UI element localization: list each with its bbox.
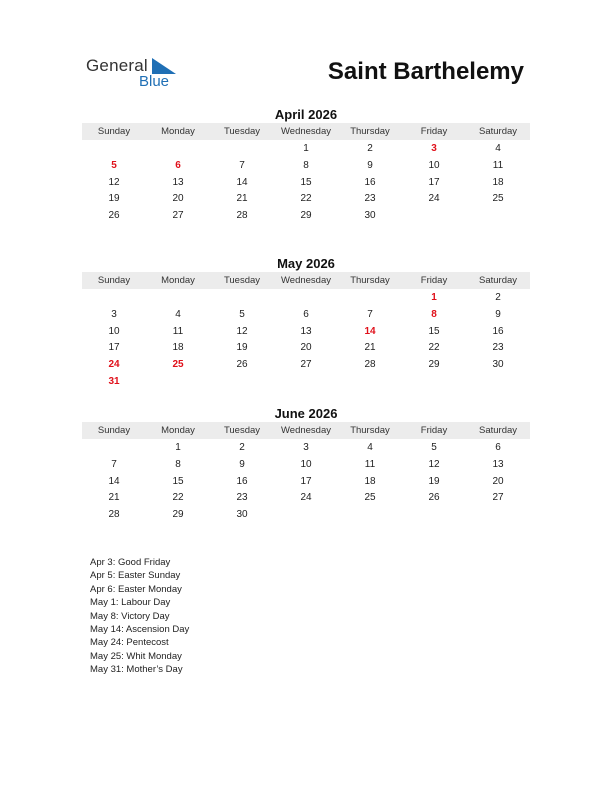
empty-day-cell (338, 290, 402, 307)
logo (86, 56, 186, 92)
day-cell: 6 (303, 308, 309, 320)
day-grid (82, 141, 530, 225)
day-cell: 20 (492, 475, 504, 487)
weekday-label: Wednesday (281, 126, 331, 137)
day-cell: 12 (108, 176, 120, 188)
month-title: May 2026 (277, 256, 335, 271)
weekday-header (82, 272, 530, 289)
day-cell: 29 (428, 359, 440, 371)
empty-day-cell (466, 507, 530, 524)
day-cell: 16 (364, 176, 376, 188)
day-cell: 21 (108, 492, 120, 504)
day-cell: 16 (492, 325, 504, 337)
day-cell: 17 (108, 342, 120, 354)
empty-day-cell (402, 208, 466, 225)
day-cell: 24 (428, 193, 440, 205)
logo-text-general: General (86, 56, 148, 75)
day-cell: 15 (428, 325, 440, 337)
holiday-list-item: May 24: Pentecost (90, 637, 169, 649)
day-cell: 10 (300, 458, 312, 470)
weekday-label: Wednesday (281, 275, 331, 286)
day-cell: 27 (172, 210, 184, 222)
day-cell: 1 (175, 442, 181, 453)
month-title: June 2026 (274, 406, 338, 421)
holiday-day-cell: 3 (431, 143, 437, 154)
empty-day-cell (402, 507, 466, 524)
day-cell: 1 (303, 143, 309, 154)
holiday-list-item: May 1: Labour Day (90, 597, 171, 609)
day-cell: 4 (367, 442, 373, 453)
holiday-day-cell: 25 (172, 359, 184, 371)
day-cell: 20 (172, 193, 184, 205)
holiday-day-cell: 6 (175, 159, 181, 171)
day-cell: 10 (428, 159, 440, 171)
day-cell: 28 (236, 210, 248, 222)
holiday-day-cell: 5 (111, 159, 117, 171)
holiday-list-item: May 25: Whit Monday (90, 650, 182, 662)
day-cell: 23 (492, 342, 504, 354)
weekday-label: Thursday (350, 425, 390, 436)
month-may (82, 255, 530, 391)
day-cell: 4 (175, 308, 181, 320)
day-cell: 20 (300, 342, 312, 354)
holiday-day-cell: 1 (431, 292, 437, 303)
day-cell: 2 (495, 292, 501, 303)
day-cell: 10 (108, 325, 120, 337)
day-cell: 9 (367, 159, 373, 171)
empty-day-cell (82, 141, 146, 158)
empty-day-cell (146, 141, 210, 158)
empty-day-cell (466, 374, 530, 391)
day-cell: 2 (239, 442, 245, 453)
month-april (82, 106, 530, 225)
day-cell: 25 (364, 492, 376, 504)
day-cell: 13 (172, 176, 184, 188)
day-cell: 17 (300, 475, 312, 487)
day-cell: 5 (431, 442, 437, 453)
empty-day-cell (338, 374, 402, 391)
empty-day-cell (466, 208, 530, 225)
day-cell: 18 (172, 342, 184, 354)
day-cell: 11 (364, 458, 376, 470)
holiday-list-item: May 14: Ascension Day (90, 624, 190, 636)
day-cell: 16 (236, 475, 248, 487)
holiday-list (90, 556, 189, 677)
weekday-header (82, 422, 530, 439)
day-cell: 18 (364, 475, 376, 487)
weekday-label: Saturday (478, 126, 518, 137)
day-cell: 21 (236, 193, 248, 205)
day-cell: 11 (492, 159, 504, 171)
day-cell: 23 (236, 492, 248, 504)
weekday-label: Monday (161, 126, 195, 137)
empty-day-cell (274, 290, 338, 307)
day-cell: 19 (428, 475, 440, 487)
day-cell: 3 (111, 308, 117, 320)
day-cell: 19 (236, 342, 248, 354)
day-cell: 22 (300, 193, 312, 205)
day-cell: 24 (300, 492, 312, 504)
day-cell: 23 (364, 193, 376, 205)
day-cell: 5 (239, 308, 245, 320)
weekday-header (82, 123, 530, 140)
empty-day-cell (210, 141, 274, 158)
weekday-label: Tuesday (223, 275, 261, 286)
weekday-label: Friday (420, 275, 448, 286)
day-cell: 6 (495, 442, 501, 453)
day-grid (82, 290, 530, 391)
holiday-list-item: Apr 6: Easter Monday (90, 583, 182, 595)
weekday-label: Sunday (97, 275, 131, 286)
holiday-day-cell: 31 (108, 375, 120, 387)
weekday-label: Friday (420, 425, 448, 436)
weekday-label: Tuesday (223, 126, 261, 137)
day-cell: 26 (428, 492, 440, 504)
day-cell: 11 (172, 325, 184, 337)
day-cell: 3 (303, 442, 309, 453)
logo-triangle-icon (152, 58, 176, 74)
day-cell: 4 (495, 143, 501, 154)
weekday-label: Monday (161, 425, 195, 436)
day-cell: 9 (239, 458, 245, 470)
holiday-list-item: Apr 3: Good Friday (90, 557, 171, 568)
empty-day-cell (274, 374, 338, 391)
weekday-label: Wednesday (281, 425, 331, 436)
day-cell: 28 (108, 509, 120, 521)
weekday-label: Thursday (350, 275, 390, 286)
day-cell: 18 (492, 176, 504, 188)
empty-day-cell (82, 440, 146, 457)
day-cell: 8 (175, 458, 181, 470)
day-cell: 19 (108, 193, 120, 205)
day-cell: 26 (108, 210, 120, 222)
day-cell: 21 (364, 342, 376, 354)
day-cell: 22 (428, 342, 440, 354)
weekday-label: Thursday (350, 126, 390, 137)
day-cell: 7 (367, 308, 373, 320)
day-cell: 12 (428, 458, 440, 470)
day-cell: 25 (492, 193, 504, 205)
empty-day-cell (402, 374, 466, 391)
empty-day-cell (338, 507, 402, 524)
day-cell: 30 (364, 210, 376, 222)
month-title: April 2026 (274, 107, 338, 122)
day-cell: 13 (492, 458, 504, 470)
day-cell: 14 (236, 176, 248, 188)
day-cell: 29 (300, 210, 312, 222)
empty-day-cell (146, 290, 210, 307)
empty-day-cell (210, 290, 274, 307)
day-cell: 15 (172, 475, 184, 487)
day-cell: 22 (172, 492, 184, 504)
empty-day-cell (146, 374, 210, 391)
country-title: Saint Barthelemy (327, 58, 524, 85)
day-cell: 14 (108, 475, 120, 487)
day-cell: 28 (364, 359, 376, 371)
day-cell: 9 (495, 308, 501, 320)
day-cell: 12 (236, 325, 248, 337)
weekday-label: Saturday (478, 425, 518, 436)
holiday-list-item: May 31: Mother’s Day (90, 664, 183, 676)
empty-day-cell (274, 507, 338, 524)
holiday-day-cell: 14 (364, 325, 376, 337)
weekday-label: Saturday (478, 275, 518, 286)
weekday-label: Sunday (97, 425, 131, 436)
day-cell: 15 (300, 176, 312, 188)
logo-text-blue: Blue (139, 73, 170, 90)
day-cell: 7 (111, 458, 117, 470)
empty-day-cell (210, 374, 274, 391)
empty-day-cell (82, 290, 146, 307)
holiday-day-cell: 8 (431, 308, 437, 320)
day-cell: 27 (300, 359, 312, 371)
holiday-list-item: Apr 5: Easter Sunday (90, 570, 181, 582)
weekday-label: Sunday (97, 126, 131, 137)
day-cell: 17 (428, 176, 440, 188)
day-cell: 7 (239, 159, 245, 171)
day-cell: 26 (236, 359, 248, 371)
day-cell: 29 (172, 509, 184, 521)
weekday-label: Tuesday (223, 425, 261, 436)
holiday-day-cell: 24 (108, 359, 120, 371)
day-cell: 30 (236, 509, 248, 521)
day-cell: 2 (367, 143, 373, 154)
holiday-list-item: May 8: Victory Day (90, 610, 170, 622)
weekday-label: Friday (420, 126, 448, 137)
month-june (82, 405, 530, 524)
day-cell: 8 (303, 159, 309, 171)
day-cell: 13 (300, 325, 312, 337)
weekday-label: Monday (161, 275, 195, 286)
day-cell: 27 (492, 492, 504, 504)
day-cell: 30 (492, 359, 504, 371)
day-grid (82, 440, 530, 524)
